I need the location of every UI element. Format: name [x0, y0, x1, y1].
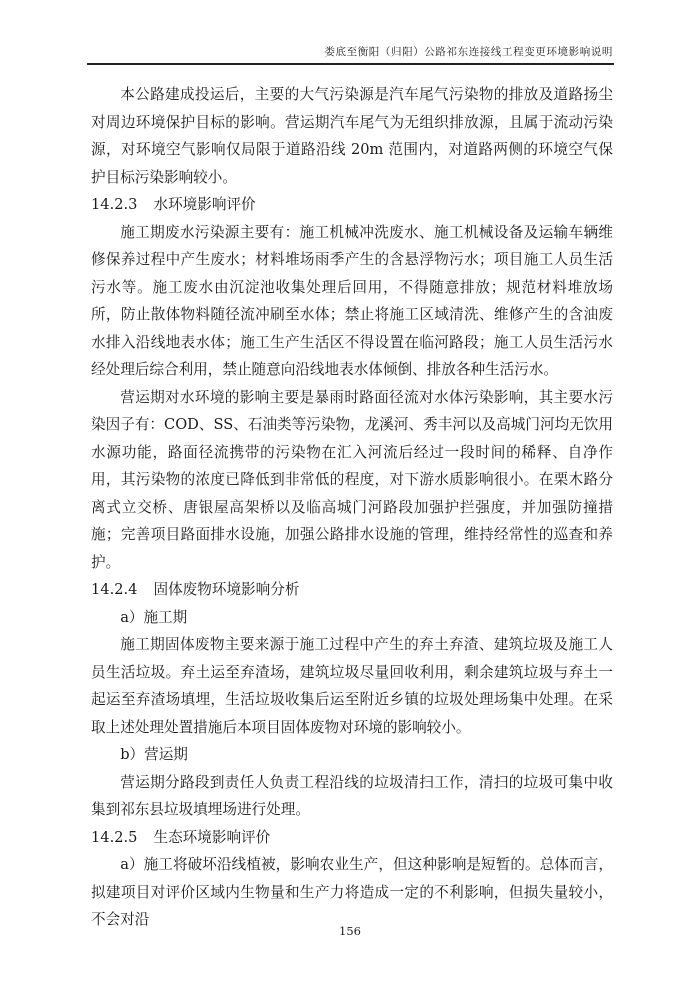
paragraph: 本公路建成投运后，主要的大气污染源是汽车尾气污染物的排放及道路扬尘对周边环境保护目标的影响。营运期汽车尾气为无组织排放源，且属于流动污染源，对环境空气影响仅局限于道路沿线 20m 范围内，对道路两侧的环境空气保护目标污染影响较小。	[91, 86, 613, 186]
paragraph: 营运期分路段到责任人负责工程沿线的垃圾清扫工作，清扫的垃圾可集中收集到祁东县垃圾填埋场进行处理。	[91, 773, 613, 818]
section-title: 水环境影响评价	[153, 196, 256, 213]
paragraph: b）营运期	[120, 746, 188, 763]
paragraph: 施工期固体废物主要来源于施工过程中产生的弃土弃渣、建筑垃圾及施工人员生活垃圾。弃土运至弃渣场，建筑垃圾尽量回收利用，剩余建筑垃圾与弃土一起运至弃渣场填埋，生活垃圾收集后运至附近乡镇的垃圾处理场集中处理。在采取上述处理处置措施后本项目固体废物对环境的影响较小。	[91, 636, 613, 736]
section-number: 14.2.4	[91, 581, 138, 598]
page-number: 156	[339, 924, 361, 938]
paragraph: a）施工将破坏沿线植被，影响农业生产，但这种影响是短暂的。总体而言，拟建项目对评价区域内生物量和生产力将造成一定的不利影响，但损失量较小，不会对沿	[91, 856, 613, 928]
section-heading	[91, 576, 613, 604]
paragraph: 施工期废水污染源主要有：施工机械冲洗废水、施工机械设备及运输车辆维修保养过程中产生废水；材料堆场雨季产生的含悬浮物污水；项目施工人员生活污水等。施工废水由沉淀池收集处理后回用，不得随意排放；规范材料堆放场所，防止散体物料随径流冲刷至水体；禁止将施工区域清洗、维修产生的含油废水排入沿线地表水体；施工生产生活区不得设置在临河路段；施工人员生活污水经处理后综合利用，禁止随意向沿线地表水体倾倒、排放各种生活污水。	[91, 223, 613, 378]
section-title: 生态环境影响评价	[153, 828, 271, 846]
document-body	[91, 81, 613, 934]
section-number: 14.2.3	[91, 196, 138, 213]
page-header-title: 娄底至衡阳（归阳）公路祁东连接线工程变更环境影响说明	[324, 46, 613, 58]
paragraph: 营运期对水环境的影响主要是暴雨时路面径流对水体污染影响，其主要水污染因子有：COD、SS、石油类等污染物，龙溪河、秀丰河以及高城门河均无饮用水源功能，路面径流携带的污染物在汇入河流后经过一段时间的稀释、自净作用，其污染物的浓度已降低到非常低的程度，对下游水质影响很小。在栗木路分离式立交桥、唐银屋高架桥以及临高城门河路段加强护拦强度，并加强防撞措施；完善项目路面排水设施，加强公路排水设施的管理，维持经常性的巡查和养护。	[91, 388, 613, 571]
section-number: 14.2.5	[91, 828, 138, 846]
paragraph: a）施工期	[120, 608, 188, 626]
section-heading	[91, 191, 613, 219]
header-rule	[87, 63, 614, 65]
section-heading	[91, 824, 613, 852]
section-title: 固体废物环境影响分析	[153, 581, 300, 598]
